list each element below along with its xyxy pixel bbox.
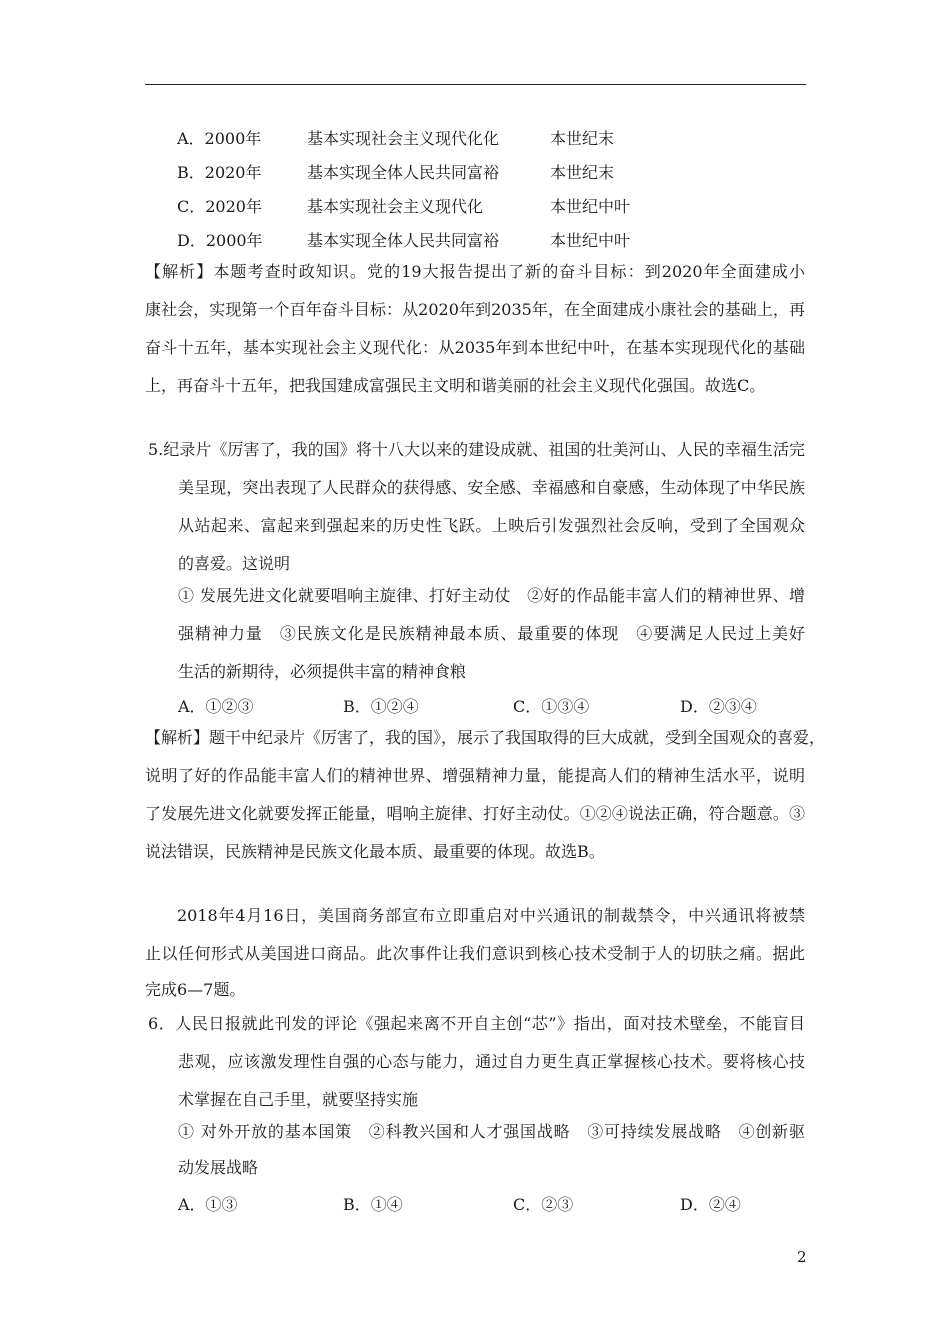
option-label: C．2020年 (177, 197, 262, 216)
answer-option-d: D．②③④ (680, 697, 757, 716)
option-goal: 基本实现社会主义现代化化 (307, 129, 500, 148)
material-line: 2018年4月16日，美国商务部宣布立即重启对中兴通讯的制裁禁令，中兴通讯将被禁 (177, 906, 805, 925)
answer-option-b: B．①②④ (343, 697, 419, 716)
option-label: A．2000年 (177, 129, 262, 148)
statement-line: ① 发展先进文化就要唱响主旋律、打好主动仗 ②好的作品能丰富人们的精神世界、增 (178, 586, 805, 605)
option-time: 本世纪中叶 (550, 231, 631, 250)
statement-line: 动发展战略 (178, 1158, 259, 1177)
statement-line: 生活的新期待，必须提供丰富的精神食粮 (178, 662, 467, 681)
material-line: 完成6—7题。 (145, 980, 246, 999)
analysis-line: 说明了好的作品能丰富人们的精神世界、增强精神力量，能提高人们的精神生活水平，说明 (145, 766, 805, 785)
question-stem: 美呈现，突出表现了人民群众的获得感、安全感、幸福感和自豪感，生动体现了中华民族 (178, 478, 805, 497)
question-stem: 5.纪录片《厉害了，我的国》将十八大以来的建设成就、祖国的壮美河山、人民的幸福生活完 (148, 440, 805, 459)
answer-option-b: B．①④ (343, 1195, 403, 1214)
statement-line: ① 对外开放的基本国策 ②科教兴国和人才强国战略 ③可持续发展战略 ④创新驱 (178, 1122, 805, 1141)
answer-option-c: C．①③④ (513, 697, 590, 716)
analysis-line: 了发展先进文化就要发挥正能量，唱响主旋律、打好主动仗。①②④说法正确，符合题意。③ (145, 804, 805, 823)
analysis-line: 奋斗十五年，基本实现社会主义现代化：从2035年到本世纪中叶，在基本实现现代化的基础 (145, 338, 805, 357)
question-stem: 术掌握在自己手里，就要坚持实施 (178, 1090, 419, 1109)
material-line: 止以任何形式从美国进口商品。此次事件让我们意识到核心技术受制于人的切肤之痛。据此 (145, 944, 805, 963)
option-goal: 基本实现全体人民共同富裕 (307, 163, 500, 182)
analysis-line: 说法错误，民族精神是民族文化最本质、最重要的体现。故选B。 (145, 842, 605, 861)
question-stem: 6．人民日报就此刊发的评论《强起来离不开自主创“芯”》指出，面对技术壁垒，不能盲目 (148, 1014, 805, 1033)
answer-option-c: C．②③ (513, 1195, 574, 1214)
option-label: D．2000年 (177, 231, 263, 250)
answer-option-a: A．①②③ (178, 697, 254, 716)
analysis-line: 康社会，实现第一个百年奋斗目标：从2020年到2035年，在全面建成小康社会的基础上，再 (145, 300, 805, 319)
answer-option-a: A．①③ (178, 1195, 238, 1214)
analysis-line: 【解析】题干中纪录片《厉害了，我的国》，展示了我国取得的巨大成就，受到全国观众的喜爱， (145, 728, 826, 747)
analysis-line: 上，再奋斗十五年，把我国建成富强民主文明和谐美丽的社会主义现代化强国。故选C。 (145, 376, 766, 395)
option-time: 本世纪中叶 (550, 197, 631, 216)
option-goal: 基本实现全体人民共同富裕 (307, 231, 500, 250)
option-time: 本世纪末 (550, 163, 615, 182)
statement-line: 强精神力量 ③民族文化是民族精神最本质、最重要的体现 ④要满足人民过上美好 (178, 624, 805, 643)
option-label: B．2020年 (177, 163, 262, 182)
page-number: 2 (797, 1248, 807, 1266)
question-stem: 的喜爱。这说明 (178, 554, 291, 573)
question-stem: 悲观，应该激发理性自强的心态与能力，通过自力更生真正掌握核心技术。要将核心技 (178, 1052, 805, 1071)
header-rule (145, 84, 806, 85)
answer-option-d: D．②④ (680, 1195, 741, 1214)
option-time: 本世纪末 (550, 129, 615, 148)
question-stem: 从站起来、富起来到强起来的历史性飞跃。上映后引发强烈社会反响，受到了全国观众 (178, 516, 805, 535)
option-goal: 基本实现社会主义现代化 (307, 197, 484, 216)
analysis-line: 【解析】本题考查时政知识。党的19大报告提出了新的奋斗目标：到2020年全面建成小 (145, 262, 805, 281)
